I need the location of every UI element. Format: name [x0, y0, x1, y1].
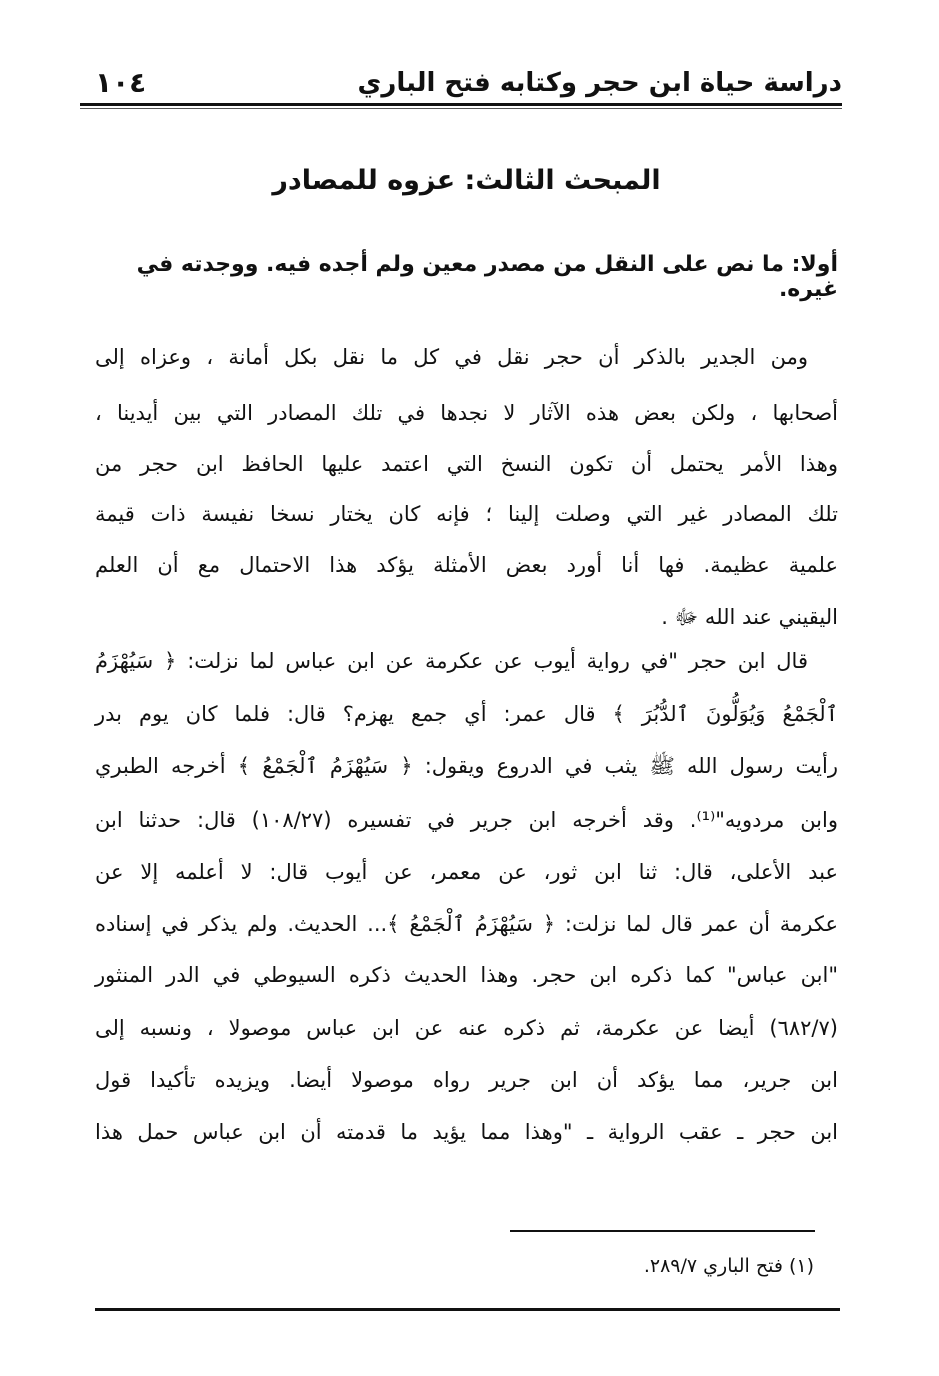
text-line: (٦٨٢/٧) أيضا عن عكرمة، ثم ذكره عنه عن ابن عباس موصولا ، ونسبه إلى: [95, 1016, 838, 1040]
text-line: ابن حجر ـ عقب الرواية ـ "وهذا مما يؤيد ما قدمته أن ابن عباس حمل هذا: [95, 1120, 838, 1144]
text-line: علمية عظيمة. فها أنا أورد بعض الأمثلة يؤكد هذا الاحتمال مع أن العلم: [95, 553, 838, 577]
subsection-title: أولا: ما نص على النقل من مصدر معين ولم أجده فيه. ووجدته في غيره.: [136, 252, 838, 302]
running-title: دراسة حياة ابن حجر وكتابه فتح الباري: [357, 68, 842, 98]
footnote-separator: [510, 1230, 815, 1232]
text-line: رأيت رسول الله ﷺ يثب في الدروع ويقول: ﴿ سَيُهْزَمُ ٱلْجَمْعُ ﴾ أخرجه الطبري: [95, 754, 838, 778]
text-line: اليقيني عند الله ﷻ .: [661, 605, 838, 629]
text-line: تلك المصادر غير التي وصلت إلينا ؛ فإنه كان يختار نسخا نفيسة ذات قيمة: [95, 502, 838, 526]
section-title: المبحث الثالث: عزوه للمصادر: [272, 165, 661, 196]
text-line: ابن جرير، مما يؤكد أن ابن جرير رواه موصولا أيضا. ويزيده تأكيدا قول: [95, 1068, 838, 1092]
bottom-rule: [95, 1308, 840, 1311]
header-rule-thin: [80, 108, 842, 109]
text-line: ومن الجدير بالذكر أن حجر نقل في كل ما نقل بكل أمانة ، وعزاه إلى: [95, 345, 808, 369]
text-line: أصحابها ، ولكن بعض هذه الآثار لا نجدها في تلك المصادر التي بين أيدينا ،: [95, 401, 838, 425]
text-line: وهذا الأمر يحتمل أن تكون النسخ التي اعتمد عليها الحافظ ابن حجر من: [95, 452, 838, 476]
page-number: ١٠٤: [95, 66, 147, 99]
text-line: قال ابن حجر "في رواية أيوب عن عكرمة عن ابن عباس لما نزلت: ﴿ سَيُهْزَمُ: [95, 649, 808, 673]
header-rule: [80, 103, 842, 106]
text-line: عكرمة أن عمر قال لما نزلت: ﴿ سَيُهْزَمُ ٱلْجَمْعُ ﴾... الحديث. ولم يذكر في إسناده: [95, 912, 838, 936]
text-line: عبد الأعلى، قال: ثنا ابن ثور، عن معمر، عن أيوب قال: لا أعلمه إلا عن: [95, 860, 838, 884]
text-line: ٱلْجَمْعُ وَيُوَلُّونَ ٱلدُّبُرَ ﴾ قال عمر: أي جمع يهزم؟ قال: فلما كان يوم بدر: [95, 702, 838, 726]
footnote: (١) فتح الباري ٢٨٩/٧.: [643, 1255, 814, 1277]
text-line: "ابن عباس" كما ذكره ابن حجر. وهذا الحديث ذكره السيوطي في الدر المنثور: [95, 963, 838, 987]
text-line: وابن مردويه"⁽¹⁾. وقد أخرجه ابن جرير في تفسيره (١٠٨/٢٧) قال: حدثنا ابن: [95, 808, 839, 832]
